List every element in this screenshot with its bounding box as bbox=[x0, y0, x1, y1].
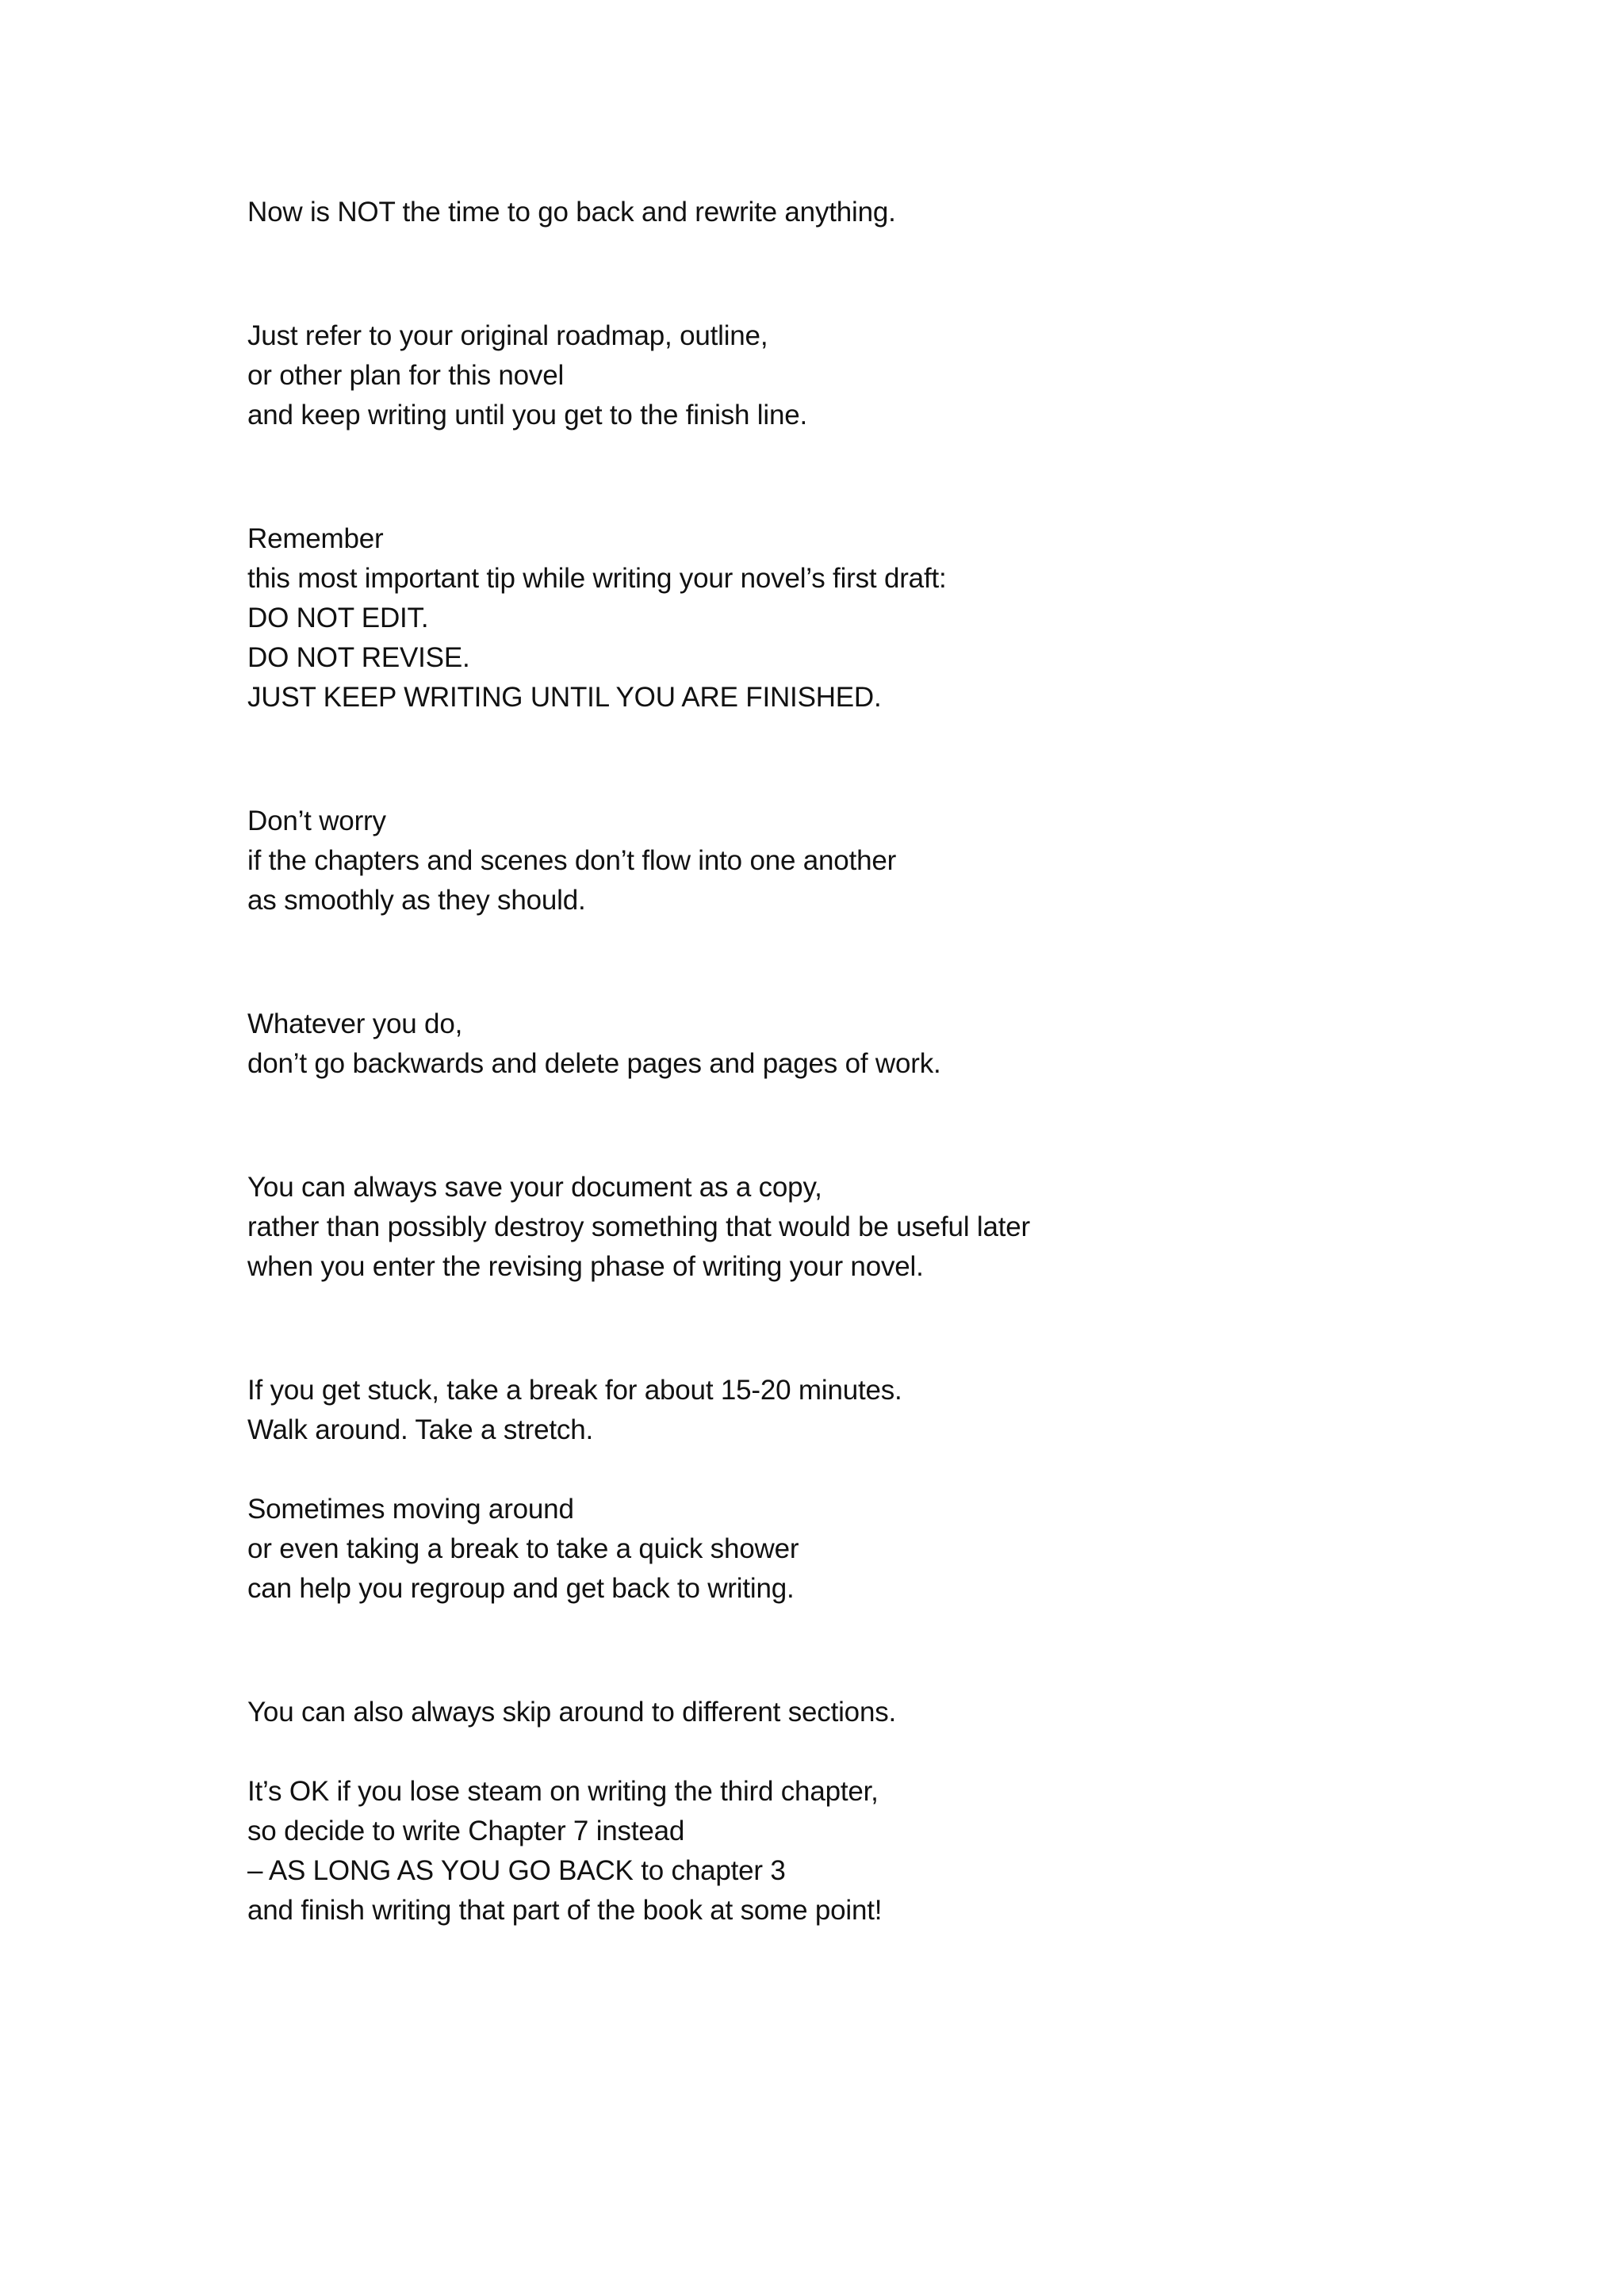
paragraph-take-break bbox=[247, 1371, 1437, 1450]
text-line: if the chapters and scenes don’t flow into one another bbox=[247, 845, 897, 876]
paragraph-spacer bbox=[247, 1609, 1437, 1693]
text-line: Just refer to your original roadmap, outline, bbox=[247, 320, 768, 351]
text-line: or even taking a break to take a quick shower bbox=[247, 1533, 799, 1564]
paragraph-dont-delete bbox=[247, 1004, 1437, 1084]
paragraph-spacer bbox=[247, 232, 1437, 316]
paragraph-skip-around bbox=[247, 1693, 1437, 1732]
text-line: – AS LONG AS YOU GO BACK to chapter 3 bbox=[247, 1855, 786, 1886]
text-line: Sometimes moving around bbox=[247, 1494, 574, 1525]
text-line: Don’t worry bbox=[247, 806, 386, 836]
paragraph-rewrite-warning bbox=[247, 193, 1437, 232]
text-line: as smoothly as they should. bbox=[247, 885, 586, 916]
text-line: Whatever you do, bbox=[247, 1008, 463, 1039]
text-line: when you enter the revising phase of writing your novel. bbox=[247, 1251, 924, 1282]
paragraph-spacer bbox=[247, 1287, 1437, 1371]
text-line: so decide to write Chapter 7 instead bbox=[247, 1816, 685, 1846]
text-line: don’t go backwards and delete pages and pages of work. bbox=[247, 1048, 941, 1079]
paragraph-regroup bbox=[247, 1490, 1437, 1609]
paragraph-roadmap bbox=[247, 316, 1437, 435]
paragraph-spacer bbox=[247, 1732, 1437, 1772]
text-line: this most important tip while writing your novel’s first draft: bbox=[247, 563, 947, 594]
paragraph-chapter-order bbox=[247, 1772, 1437, 1931]
text-line: and finish writing that part of the book at some point! bbox=[247, 1895, 883, 1926]
paragraph-save-copy bbox=[247, 1168, 1437, 1287]
paragraph-flow bbox=[247, 802, 1437, 920]
paragraph-spacer bbox=[247, 920, 1437, 1004]
text-line: If you get stuck, take a break for about 15-20 minutes. bbox=[247, 1375, 902, 1406]
text-line: It’s OK if you lose steam on writing the third chapter, bbox=[247, 1776, 879, 1807]
paragraph-spacer bbox=[247, 435, 1437, 519]
text-line: DO NOT EDIT. bbox=[247, 603, 429, 633]
paragraph-spacer bbox=[247, 1450, 1437, 1490]
text-line: You can always save your document as a copy, bbox=[247, 1172, 822, 1203]
text-line: Now is NOT the time to go back and rewrite anything. bbox=[247, 197, 896, 228]
text-line: Walk around. Take a stretch. bbox=[247, 1414, 594, 1445]
paragraph-spacer bbox=[247, 718, 1437, 802]
document-body bbox=[247, 193, 1437, 1931]
text-line: can help you regroup and get back to writing. bbox=[247, 1573, 795, 1604]
text-line: Remember bbox=[247, 523, 384, 554]
paragraph-first-draft-tip bbox=[247, 519, 1437, 718]
text-line: JUST KEEP WRITING UNTIL YOU ARE FINISHED. bbox=[247, 682, 882, 713]
text-line: DO NOT REVISE. bbox=[247, 642, 470, 673]
text-line: You can also always skip around to different sections. bbox=[247, 1697, 897, 1728]
text-line: or other plan for this novel bbox=[247, 360, 565, 391]
text-line: rather than possibly destroy something that would be useful later bbox=[247, 1211, 1031, 1242]
text-line: and keep writing until you get to the finish line. bbox=[247, 400, 807, 430]
paragraph-spacer bbox=[247, 1084, 1437, 1168]
